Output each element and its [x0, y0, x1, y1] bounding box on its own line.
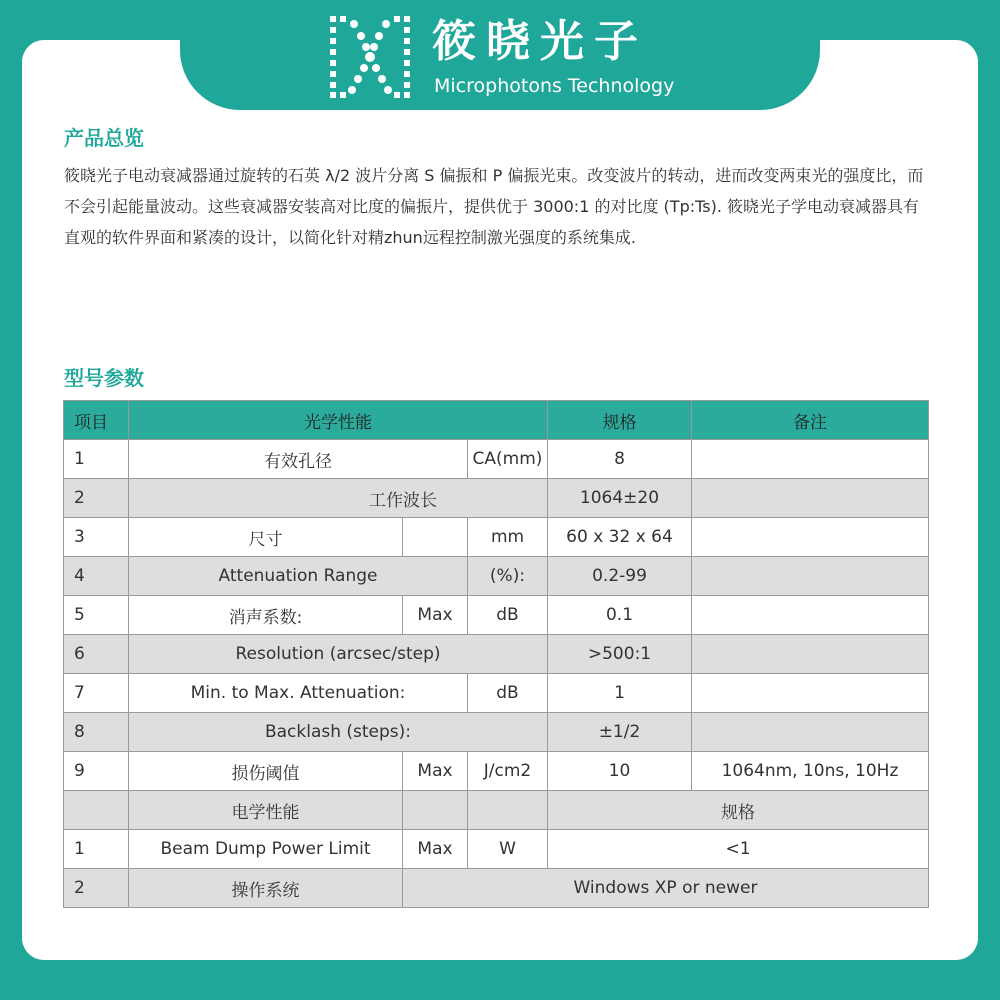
row-value: >500:1 [548, 635, 692, 674]
header-spec: 规格 [548, 401, 692, 440]
row-name: 尺寸 [129, 518, 403, 557]
row-name: 工作波长 [129, 479, 548, 518]
table-row [64, 440, 929, 479]
table-row [64, 869, 929, 908]
row-value: Windows XP or newer [403, 869, 929, 908]
row-number: 6 [64, 635, 129, 674]
row-value: 10 [548, 752, 692, 791]
row-note [692, 596, 929, 635]
row-unit: (%): [468, 557, 548, 596]
row-name: Backlash (steps): [129, 713, 548, 752]
row-empty [403, 791, 468, 830]
electrical-header-row [64, 791, 929, 830]
row-number: 4 [64, 557, 129, 596]
table-row [64, 518, 929, 557]
row-value: 0.2-99 [548, 557, 692, 596]
dotted-x-logo-icon [328, 14, 412, 100]
row-name: Beam Dump Power Limit [129, 830, 403, 869]
row-unit: mm [468, 518, 548, 557]
header-optical: 光学性能 [129, 401, 548, 440]
row-value: 1 [548, 674, 692, 713]
row-note [692, 635, 929, 674]
table-row [64, 713, 929, 752]
row-value: 0.1 [548, 596, 692, 635]
row-number: 3 [64, 518, 129, 557]
table-row [64, 596, 929, 635]
table-row [64, 635, 929, 674]
row-number: 5 [64, 596, 129, 635]
row-name: Resolution (arcsec/step) [129, 635, 548, 674]
row-value: 8 [548, 440, 692, 479]
row-note [692, 440, 929, 479]
table-row [64, 674, 929, 713]
header-note: 备注 [692, 401, 929, 440]
row-value: 1064±20 [548, 479, 692, 518]
row-unit: J/cm2 [468, 752, 548, 791]
electrical-header-spec: 规格 [548, 791, 929, 830]
table-row [64, 752, 929, 791]
row-name: 有效孔径 [129, 440, 468, 479]
overview-body: 筱晓光子电动衰减器通过旋转的石英 λ/2 波片分离 S 偏振和 P 偏振光束。改变波片的转动，进而改变两束光的强度比，而不会引起能量波动。这些衰减器安装高对比度的偏振片，提供优于 3000:1 的对比度 (Tp:Ts). 筱晓光子学电动衰减器具有直观的软件界面和紧凑的设计，以简化针对精zhun远程控制激光强度的系统集成. [64, 166, 924, 247]
brand-name-cn: 筱晓光子 [432, 16, 648, 67]
row-number: 8 [64, 713, 129, 752]
row-number: 2 [64, 479, 129, 518]
row-name: Attenuation Range [129, 557, 468, 596]
row-number: 1 [64, 440, 129, 479]
row-name: 消声系数: [129, 596, 403, 635]
row-number: 1 [64, 830, 129, 869]
specs-title: 型号参数 [64, 366, 144, 390]
row-value: 60 x 32 x 64 [548, 518, 692, 557]
row-unit: W [468, 830, 548, 869]
table-row [64, 479, 929, 518]
overview-title: 产品总览 [64, 126, 144, 150]
row-unit: CA(mm) [468, 440, 548, 479]
row-name: 操作系统 [129, 869, 403, 908]
table-row [64, 830, 929, 869]
row-value: ±1/2 [548, 713, 692, 752]
row-number: 2 [64, 869, 129, 908]
row-note [692, 713, 929, 752]
brand-name-en: Microphotons Technology [434, 75, 675, 97]
header-item: 项目 [64, 401, 129, 440]
row-note [692, 557, 929, 596]
row-empty [64, 791, 129, 830]
row-value: <1 [548, 830, 929, 869]
row-note [692, 674, 929, 713]
row-note: 1064nm, 10ns, 10Hz [692, 752, 929, 791]
row-unit: dB [468, 596, 548, 635]
spec-table [63, 400, 929, 908]
row-qualifier: Max [403, 830, 468, 869]
row-empty [468, 791, 548, 830]
row-note [692, 518, 929, 557]
table-header-row [64, 401, 929, 440]
row-name: 损伤阈值 [129, 752, 403, 791]
row-qualifier: Max [403, 596, 468, 635]
row-number: 9 [64, 752, 129, 791]
electrical-header-name: 电学性能 [129, 791, 403, 830]
row-name: Min. to Max. Attenuation: [129, 674, 468, 713]
row-unit: dB [468, 674, 548, 713]
table-row [64, 557, 929, 596]
row-note [692, 479, 929, 518]
row-number: 7 [64, 674, 129, 713]
row-qualifier: Max [403, 752, 468, 791]
row-empty [403, 518, 468, 557]
